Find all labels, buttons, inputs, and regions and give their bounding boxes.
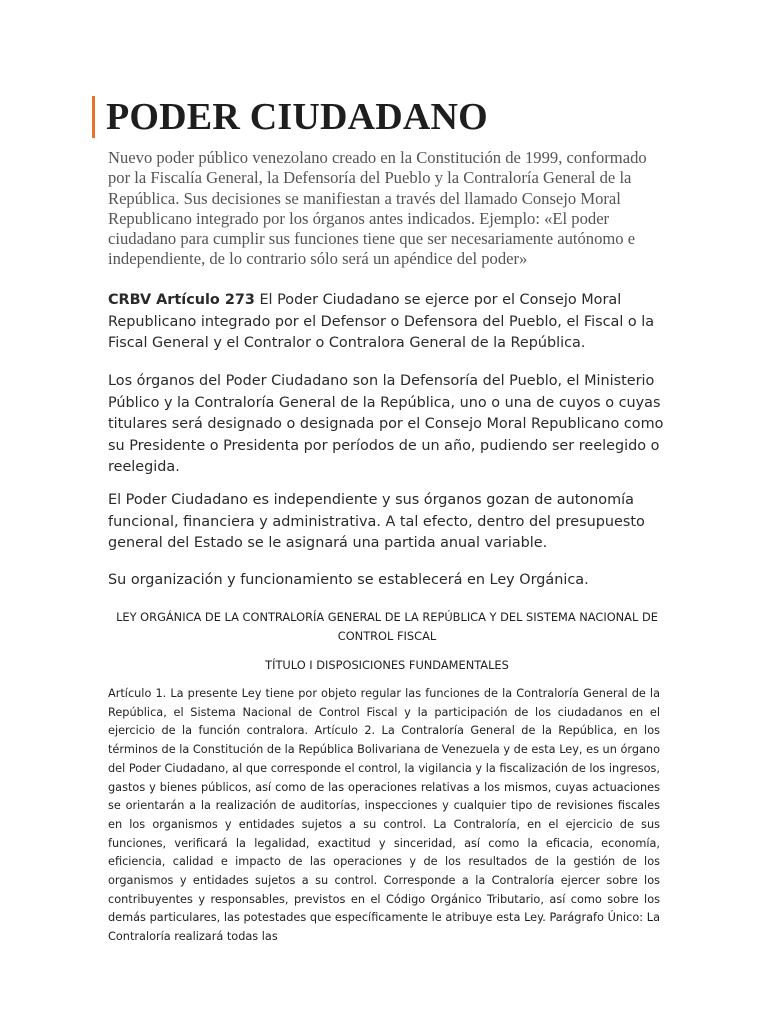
autonomy-paragraph: El Poder Ciudadano es independiente y sus órganos gozan de autonomía funcional, financiera y administrativa. A tal efecto, dentro del presupuesto general del Estado se le asignará una partida anual variable.	[108, 492, 645, 552]
law-title: LEY ORGÁNICA DE LA CONTRALORÍA GENERAL DE LA REPÚBLICA Y DEL SISTEMA NACIONAL DE CONTROL FISCAL	[116, 610, 658, 643]
organization-paragraph: Su organización y funcionamiento se establecerá en Ley Orgánica.	[108, 572, 589, 588]
section-title: TÍTULO I DISPOSICIONES FUNDAMENTALES	[265, 658, 509, 672]
heading-block	[92, 96, 488, 138]
definition-paragraph: Nuevo poder público venezolano creado en la Constitución de 1999, conformado por la Fiscalía General, la Defensoría del Pueblo y la Contraloría General de la República. Sus decisiones se manifiestan a través del llamado Consejo Moral Republicano integrado por los órganos antes indicados. Ejemplo: «El poder ciudadano para cumplir sus funciones tiene que ser necesariamente autónomo e independiente, de lo contrario sólo será un apéndice del poder»	[108, 148, 647, 269]
crbv-article-text: El Poder Ciudadano se ejerce por el Consejo Moral Republicano integrado por el Defensor o Defensora del Pueblo, el Fiscal o la Fiscal General y el Contralor o Contralora General de la República.	[108, 292, 655, 352]
crbv-article-lead: CRBV Artículo 273	[108, 292, 255, 308]
articles-text: Artículo 1. La presente Ley tiene por objeto regular las funciones de la Contraloría General de la República, el Sistema Nacional de Control Fiscal y la participación de los ciudadanos en el ejercicio de la función contralora. Artículo 2. La Contraloría General de la República, en los términos de la Constitución de la República Bolivariana de Venezuela y de esta Ley, es un órgano del Poder Ciudadano, al que corresponde el control, la vigilancia y la fiscalización de los ingresos, gastos y bienes públicos, así como de las operaciones relativas a los mismos, cuyas actuaciones se orientarán a la realización de auditorías, inspecciones y cualquier tipo de revisiones fiscales en los organismos y entidades sujetos a su control. La Contraloría, en el ejercicio de sus funciones, verificará la legalidad, exactitud y sinceridad, así como la eficacia, economía, eficiencia, calidad e impacto de las operaciones y de los resultados de la gestión de los organismos y entidades sujetos a su control. Corresponde a la Contraloría ejercer sobre los contribuyentes y responsables, previstos en el Código Orgánico Tributario, así como sobre los demás particulares, las potestades que específicamente le atribuye esta Ley. Parágrafo Único: La Contraloría realizará todas las	[108, 687, 660, 944]
organs-paragraph: Los órganos del Poder Ciudadano son la Defensoría del Pueblo, el Ministerio Público y la Contraloría General de la República, uno o una de cuyos o cuyas titulares será designado o designada por el Consejo Moral Republicano como su Presidente o Presidenta por períodos de un año, pudiendo ser reelegido o reelegida.	[108, 373, 664, 476]
page-title: PODER CIUDADANO	[106, 96, 488, 138]
crbv-article-paragraph	[108, 290, 668, 355]
accent-bar	[92, 96, 95, 138]
